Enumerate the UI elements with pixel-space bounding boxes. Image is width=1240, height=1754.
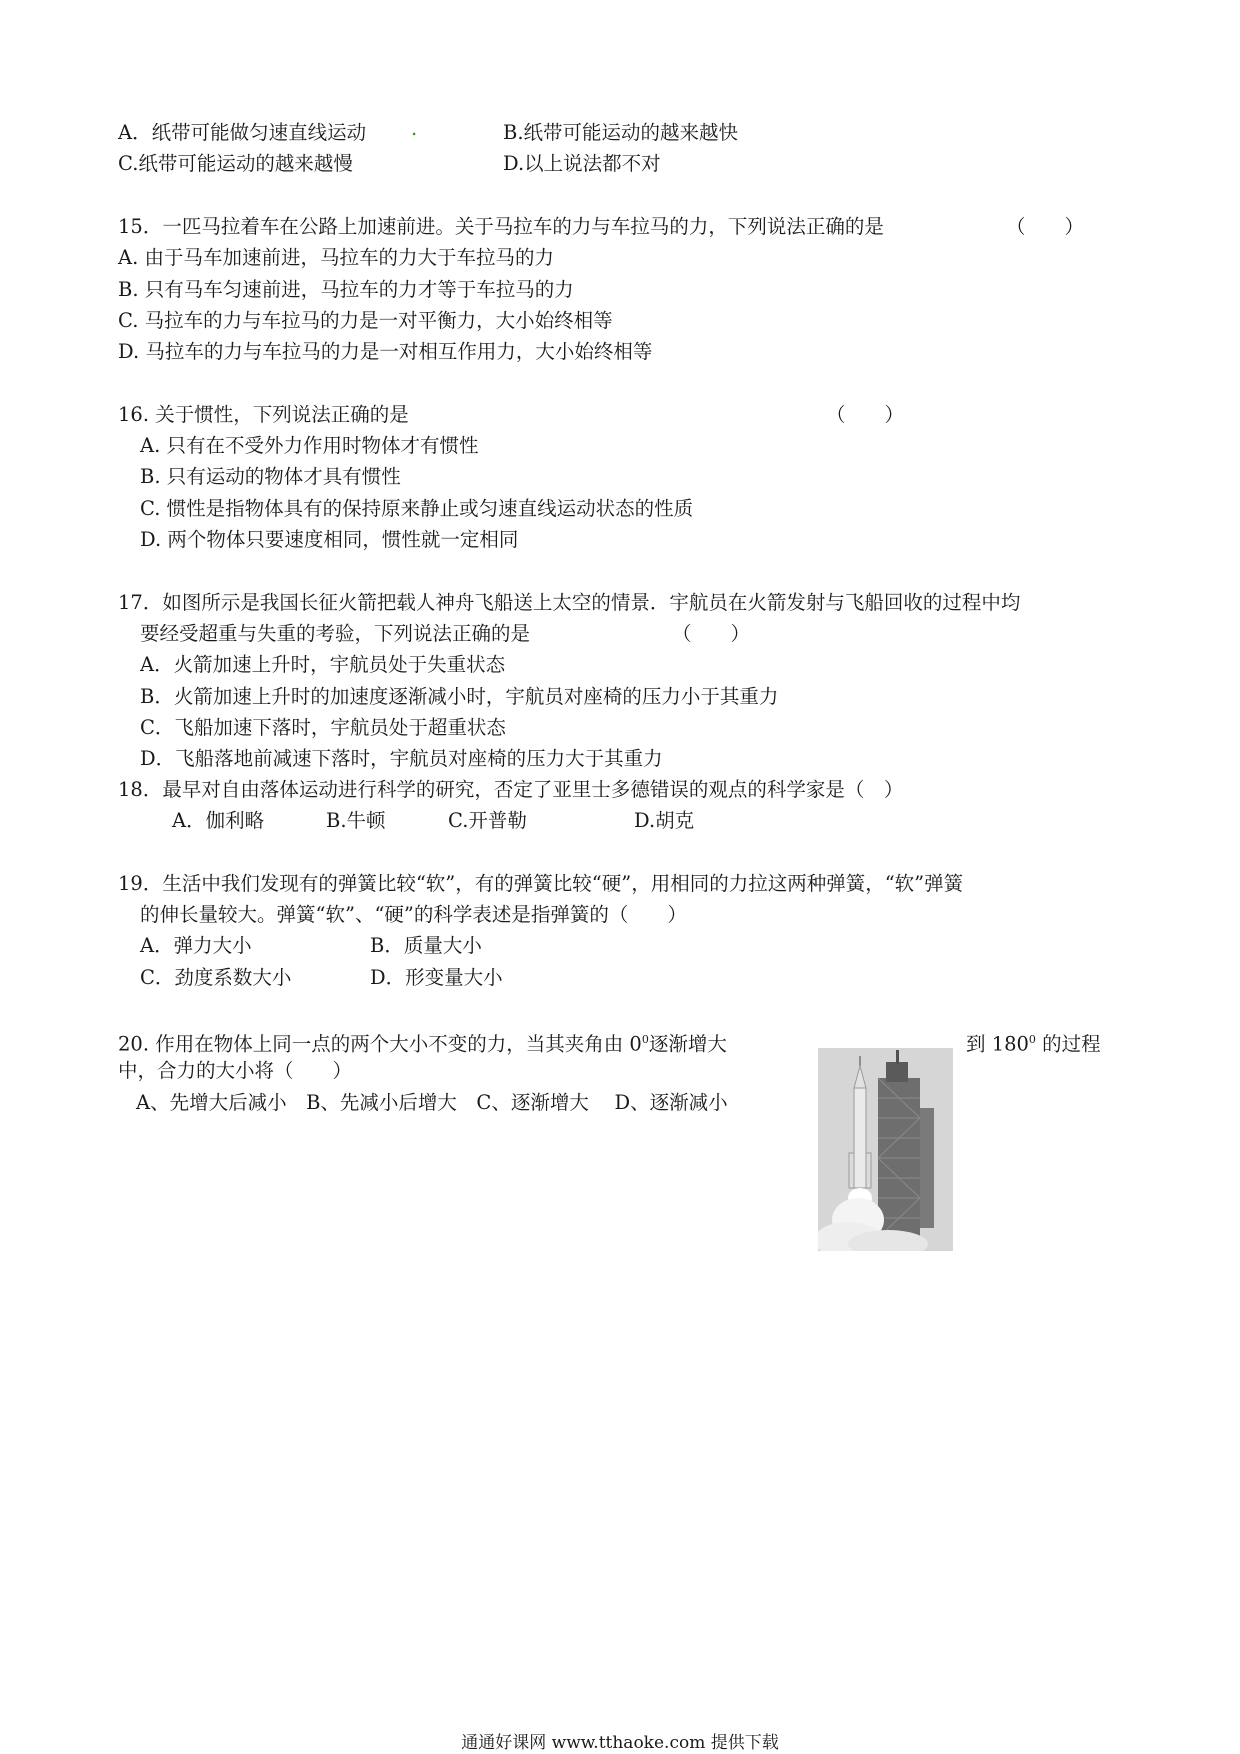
q19-stem-line1: 19．生活中我们发现有的弹簧比较“软”，有的弹簧比较“硬”，用相同的力拉这两种弹簧，“软”弹簧: [118, 872, 964, 895]
q17-stem-line1: 17．如图所示是我国长征火箭把载人神舟飞船送上太空的情景．宇航员在火箭发射与飞船回收的过程中均: [118, 591, 1021, 614]
rocket-launch-illustration: [818, 1048, 953, 1251]
q18-option-d: D.胡克: [634, 809, 695, 832]
q18-option-a: A．伽利略: [172, 809, 265, 832]
q20-stem-line2: 中，合力的大小将（ ）: [118, 1059, 353, 1082]
q15-stem: 15．一匹马拉着车在公路上加速前进。关于马拉车的力与车拉马的力，下列说法正确的是: [118, 215, 884, 238]
q20-stem-right-text2: 的过程: [1035, 1032, 1101, 1056]
q20-stem-left-text2: 逐渐增大: [648, 1032, 727, 1056]
q19-stem-line2: 的伸长量较大。弹簧“软”、“硬”的科学表述是指弹簧的（ ）: [140, 903, 687, 926]
q14-option-b: B.纸带可能运动的越来越快: [503, 121, 739, 144]
q15-option-d: D. 马拉车的力与车拉马的力是一对相互作用力，大小始终相等: [118, 340, 653, 363]
q18-option-b: B.牛顿: [326, 809, 386, 832]
q16-option-c: C. 惯性是指物体具有的保持原来静止或匀速直线运动状态的性质: [140, 497, 694, 520]
q16-answer-blank: （ ）: [826, 403, 905, 426]
q16-option-d: D. 两个物体只要速度相同，惯性就一定相同: [140, 528, 519, 551]
q16-option-a: A. 只有在不受外力作用时物体才有惯性: [140, 434, 479, 457]
stray-dot: .: [411, 117, 418, 140]
q18-stem: 18．最早对自由落体运动进行科学的研究，否定了亚里士多德错误的观点的科学家是（ ）: [118, 778, 904, 801]
q17-stem-line2: 要经受超重与失重的考验，下列说法正确的是: [140, 622, 531, 645]
q17-option-d: D．飞船落地前减速下落时，宇航员对座椅的压力大于其重力: [140, 747, 663, 770]
q20-stem-left-text: 20. 作用在物体上同一点的两个大小不变的力，当其夹角由 0: [118, 1032, 642, 1056]
q16-stem: 16. 关于惯性，下列说法正确的是: [118, 403, 409, 426]
page-footer: 通通好课网 www.tthaoke.com 提供下载: [461, 1733, 779, 1753]
q14-option-d: D.以上说法都不对: [503, 152, 661, 175]
q16-option-b: B. 只有运动的物体才具有惯性: [140, 465, 401, 488]
q19-option-b: B．质量大小: [370, 934, 482, 957]
q17-option-a: A．火箭加速上升时，宇航员处于失重状态: [140, 653, 506, 676]
q15-answer-blank: （ ）: [1006, 215, 1085, 238]
q15-option-a: A. 由于马车加速前进，马拉车的力大于车拉马的力: [118, 246, 554, 269]
q14-option-c: C.纸带可能运动的越来越慢: [118, 152, 353, 175]
rocket-launch-photo: [818, 1048, 953, 1251]
q17-option-b: B．火箭加速上升时的加速度逐渐减小时，宇航员对座椅的压力小于其重力: [140, 685, 779, 708]
q20-degree-0: 0: [641, 1033, 649, 1046]
q19-option-a: A．弹力大小: [140, 934, 252, 957]
q17-option-c: C．飞船加速下落时，宇航员处于超重状态: [140, 716, 506, 739]
q15-option-b: B. 只有马车匀速前进，马拉车的力才等于车拉马的力: [118, 278, 574, 301]
q17-answer-blank: （ ）: [672, 622, 751, 645]
q20-stem-right: [966, 1027, 1101, 1058]
q18-option-c: C.开普勒: [448, 809, 527, 832]
q20-stem-right-text: 到 180: [966, 1032, 1029, 1056]
q19-option-c: C．劲度系数大小: [140, 966, 292, 989]
q19-option-d: D．形变量大小: [370, 966, 503, 989]
q20-stem-left: [118, 1027, 727, 1058]
q20-degree-180: 0: [1028, 1033, 1036, 1046]
q20-options: A、先增大后减小 B、先减小后增大 C、逐渐增大 D、逐渐减小: [136, 1091, 728, 1114]
q14-option-a: A．纸带可能做匀速直线运动: [118, 121, 367, 144]
q15-option-c: C. 马拉车的力与车拉马的力是一对平衡力，大小始终相等: [118, 309, 613, 332]
